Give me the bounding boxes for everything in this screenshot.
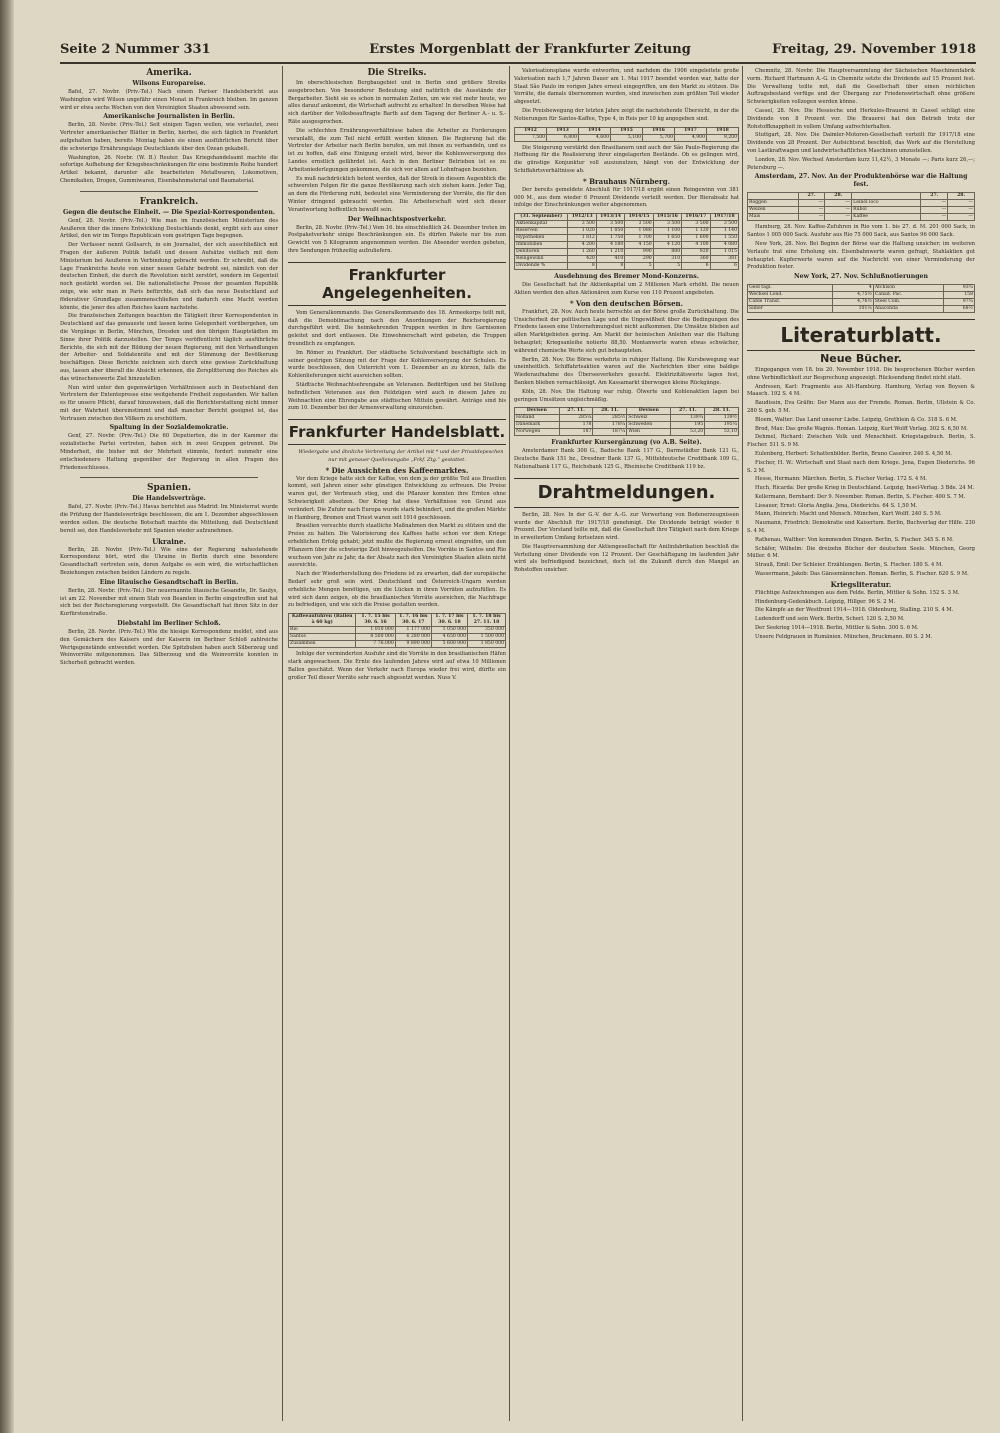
table-row <box>748 292 975 299</box>
article-paragraph: Berlin, 28. Novbr. (Priv.-Tel.) Wie eine der Regierung nahestehende Korrespondenz hört, wird die Ukraine in Berlin durch eine besondere Gesandtschaft vertreten sein, deren Aufgabe es sein wird, die wirtschaftlichen Beziehungen zwischen beiden Ländern zu regeln. <box>60 546 278 577</box>
table-cell: Reingewinn <box>515 256 568 263</box>
table-row <box>515 249 739 256</box>
table-header-cell: 1915 <box>611 127 643 134</box>
list-item: Flüchtige Aufzeichnungen aus dem Felde. Berlin, Mittler & Sohn. 152 S. 3 M. <box>755 589 960 596</box>
table-cell: 6,800 <box>547 134 579 141</box>
table-cell: 7,500 <box>515 134 547 141</box>
article-paragraph: Städtische Weihnachtsehrengabe an Veteranen. Bedürftigen und bei Stellung befindlichen Veteranen aus den Feldzügen wird auch in diesem Jahre zu Weihnachten eine Ehrengabe aus städtischen Mitteln gewährt. Anträge sind bis zum 10. Dezember bei der Armenverwaltung einzureichen. <box>288 381 506 412</box>
table-header-cell: Devisen <box>627 408 671 415</box>
section-banner-handelsblatt: Frankfurter Handelsblatt. <box>288 419 506 445</box>
table-row <box>515 263 739 270</box>
table-header-cell: 1918 <box>707 127 739 134</box>
list-item: Bloem, Walter: Das Land unserer Liebe. Leipzig, Grethlein & Co. 318 S. 6 M. <box>755 416 958 423</box>
table-cell: Santos <box>289 634 356 641</box>
table-cell: Norwegen <box>515 429 560 436</box>
article-paragraph: Infolge der verminderten Ausfuhr sind die Vorräte in den brasilianischen Häfen stark angewachsen. Die Ernte des laufenden Jahres wird auf etwa 10 Millionen Ballen geschätzt. Wenn der Verkehr nach Europa wieder frei wird, dürfte ein großer Teil dieser Vorräte sehr rasch abgesetzt werden. Nuss V. <box>288 651 506 681</box>
table-cell: — <box>798 200 825 207</box>
article-paragraph: Brasilien versuchte durch staatliche Maßnahmen den Markt zu stützen und die Preise zu halten. Die Valorisierung des Kaffees hatte schon vor dem Kriege erheblichen Erfolg gehabt; jetzt mußte die Regierung erneut eingreifen, um den Pflanzern über die schwierige Zeit hinwegzuhelfen. Die Vorräte in Santos und Rio wuchsen von Jahr zu Jahr, da der Absatz nach den Vereinigten Staaten allein nicht ausreichte. <box>288 523 506 569</box>
table-header-cell: 1917/18 <box>710 214 738 221</box>
table-cell: 8 <box>596 263 624 270</box>
list-item: Kellermann, Bernhard: Der 9. November. Roman. Berlin, S. Fischer. 400 S. 7 M. <box>755 493 966 500</box>
table-row <box>515 235 739 242</box>
table-cell: Atchison <box>873 285 943 292</box>
table-cell: Zusammen <box>289 641 356 648</box>
section-heading-spanien: Spanien. <box>147 483 191 494</box>
table-cell: Weizen <box>748 207 799 214</box>
list-item: Rathenau, Walther: Von kommenden Dingen. Berlin, S. Fischer. 345 S. 6 M. <box>755 536 954 543</box>
table-header-cell: 27. 11. <box>671 408 705 415</box>
table-cell: 9,200 <box>707 134 739 141</box>
table-cell: 93¾ <box>944 285 975 292</box>
table-cell: 5,100 <box>611 134 643 141</box>
table-cell: — <box>948 207 975 214</box>
list-item: Brod, Max: Das große Wagnis. Roman. Leipzig, Kurt Wolff Verlag. 302 S. 6,50 M. <box>755 425 968 432</box>
article-paragraph: Amsterdamer Bank 308 G., Badische Bank 117 G., Darmstädter Bank 121 G., Deutsche Bank 151 bz., Dresdner Bank 137 G., Mitteldeutsche Creditbank 109 G., Nationalbank 117 G., Reichsbank 125 G., Rheinische Creditbank 119 bz. <box>514 448 739 470</box>
list-item: Eulenberg, Herbert: Schattenbilder. Berlin, Bruno Cassirer. 240 S. 4,50 M. <box>755 450 953 457</box>
article-paragraph: Berlin, 28. Novbr. (Priv.-Tel.) Wie die hiesige Korrespondenz meldet, sind aus den Gemächern des Kaisers und der Kaiserin im Berliner Schloß zahlreiche Wertgegenstände entwendet worden. Die Spitzbuben haben auch Silberzeug und Weinvorräte mitgenommen. Das Silberzeug und die Weinvorräte konnten in Sicherheit gebracht werden. <box>60 629 278 667</box>
table-cell: — <box>921 200 948 207</box>
devisen-table <box>514 407 739 436</box>
article-heading: Eine litauische Gesandtschaft in Berlin. <box>99 578 239 586</box>
table-cell: 7 76.000 <box>356 641 395 648</box>
table-cell: 53,10 <box>705 429 739 436</box>
table-cell: 3 500 <box>682 221 710 228</box>
table-cell: Rio <box>289 627 356 634</box>
table-cell: 5,700 <box>643 134 675 141</box>
table-cell: 1 015 <box>710 249 738 256</box>
list-item: Hindenburg-Gedenkbuch. Leipzig, Hillger. 96 S. 2 M. <box>755 598 896 605</box>
table-cell: 4 <box>832 285 873 292</box>
table-cell: Wechsel Lond. <box>748 292 833 299</box>
table-row <box>515 256 739 263</box>
table-header-row <box>289 614 506 627</box>
table-header-cell: 1916/17 <box>682 214 710 221</box>
table-cell: 1 600 <box>682 235 710 242</box>
table-cell: 1 210 <box>596 249 624 256</box>
list-item: Unsere Feldgrauen in Rumänien. München, Bruckmann. 80 S. 2 M. <box>755 633 933 640</box>
article-paragraph: Bafel, 27. Novbr. (Priv.-Tel.) Nach einem Pariser Handelsbericht aus Washington wird Wilson ungefähr einen Monat in Frankreich bleiben. Im ganzen wird er etwa sechs Wochen von den Vereinigten Staaten abwesend sein. <box>60 89 278 111</box>
table-cell: — <box>921 214 948 221</box>
table-cell: 158 <box>944 292 975 299</box>
page-header <box>60 40 976 64</box>
table-cell: 920 <box>682 249 710 256</box>
table-cell: — <box>825 214 852 221</box>
table-cell: 3 500 <box>710 221 738 228</box>
table-cell: Silber <box>748 306 833 313</box>
table-cell: 420 <box>568 256 596 263</box>
table-cell: Cable Transf. <box>748 299 833 306</box>
table-header-cell: 1. 7. 18 bis 27. 11. 18 <box>468 614 506 627</box>
table-header-cell: 27. <box>798 193 825 200</box>
table-header-cell: 1. 7. 17 bis 30. 6. 18 <box>431 614 467 627</box>
table-cell: Geld tägl. <box>748 285 833 292</box>
table-cell: 9 890 000 <box>395 641 431 648</box>
article-paragraph: New York, 28. Nov. Bei Beginn der Börse war die Haltung unsicher; im weiteren Verlaufe trat eine Erholung ein. Eisenbahnwerte waren gefragt, Stahlaktien gut behauptet. Kupferwerte waren auf die Nachricht von einer Verminderung der Produktion fester. <box>747 240 975 271</box>
article-paragraph: Berlin, 28. Novbr. (Priv.-Tel.) Seit einigen Tagen weilen, wie verlautet, zwei Vertreter amerikanischer Blätter in Berlin, hierbei, die sich täglich in Frankfurt aufgehalten haben, bereits Montag haben sie einen ausführlichen Bericht über die schwierige Ernährungslage Deutschlands über den Ozean gekabelt. <box>60 122 278 152</box>
table-cell: 1 080 <box>625 228 653 235</box>
list-item: Schäfer, Wilhelm: Die dreizehn Bücher der deutschen Seele. München, Georg Müller. 6 M. <box>747 545 975 560</box>
divider <box>80 477 258 478</box>
article-paragraph: London, 28. Nov. Wechsel Amsterdam kurz 11,42½, 3 Monate —; Paris kurz 26,—; Petersburg —. <box>747 156 975 171</box>
article-paragraph: Vor dem Kriege hatte sich der Kaffee, von dem ja der größte Teil aus Brasilien kommt, seit Jahren einer sehr günstigen Entwicklung zu erfreuen. Die Preise waren gut, der Verbrauch stieg, und die Pflanzer konnten ihre Ernten ohne Schwierigkeit absetzen. Der Krieg hat diese Verhältnisse von Grund aus verändert. Die Zufuhr nach Europa wurde stark behindert, und die großen Märkte in Hamburg, Bremen und Triest waren seit 1914 geschlossen. <box>288 475 506 521</box>
table-header-cell: 1913 <box>547 127 579 134</box>
table-cell: Roggen <box>748 200 799 207</box>
table-cell: 1 177 000 <box>395 627 431 634</box>
section-banner-angelegenheiten: Frankfurter Angelegenheiten. <box>288 262 506 306</box>
new-york-quotes-table <box>747 284 975 313</box>
table-row <box>748 200 975 207</box>
table-header-cell: 1912/13 <box>568 214 596 221</box>
table-row <box>515 221 739 228</box>
article-paragraph: Vom Generalkommando. Das Generalkommando des 18. Armeekorps teilt mit, daß die Demobilmachung nach den Anordnungen der Reichsregierung durchgeführt wird. Die heimkehrenden Truppen werden in ihre Garnisonen geleitet und dort entlassen. Die Einwohnerschaft wird gebeten, die Truppen freundlich zu empfangen. <box>288 309 506 347</box>
table-row <box>289 641 506 648</box>
table-header-cell: 1915/16 <box>653 214 681 221</box>
table-cell: 1 050 000 <box>431 627 467 634</box>
table-cell: Wien <box>627 429 671 436</box>
article-paragraph: Die schlechten Ernährungsverhältnisse haben die Arbeiter zu Forderungen veranlaßt, die zum Teil nicht erfüllt werden können. Die Regierung hat die Vertreter der Arbeiter nach Berlin berufen, um mit ihnen zu verhandeln, und es ist zu hoffen, daß eine Einigung erzielt wird, bevor die Kohlenversorgung des Landes ernstlich gefährdet ist. Auch in den Berliner Betrieben ist es zu Arbeitsniederlegungen gekommen, die sich vor allem auf Lohnfragen beziehen. <box>288 127 506 173</box>
table-cell: 8 500 000 <box>356 634 395 641</box>
article-heading: Spaltung in der Sozialdemokratie. <box>109 424 229 432</box>
table-header-cell: 1917 <box>675 127 707 134</box>
table-cell: 381 <box>710 256 738 263</box>
article-paragraph: Im oberschlesischen Bergbaugebiet und in Berlin sind größere Streiks ausgebrochen. Von besonderer Bedeutung sind natürlich die Ausstände der Bergarbeiter. Sieht sie es schon in normalen Zeiten, um wie viel mehr heute, wo alles darauf ankommt, die Wirtschaft aufrecht zu erhalten! In derselben Weise hat sich darüber der Volksbeauftragte Barth auf dem Tagung der Berliner A.- u. S.-Räte ausgesprochen. <box>288 80 506 125</box>
table-cell: Immobilien <box>515 242 568 249</box>
table-cell: 5 <box>625 263 653 270</box>
article-heading-boersen: * Von den deutschen Börsen. <box>569 298 684 308</box>
table-cell: 6 <box>710 263 738 270</box>
table-row <box>515 422 739 429</box>
list-item: Andresen, Karl: Fragmente aus Alt-Hamburg. Hamburg, Verlag von Boysen & Maasch. 192 S. 4 M. <box>747 383 975 398</box>
table-cell: 1 850 000 <box>468 641 506 648</box>
list-item: Wassermann, Jakob: Das Gänsemännchen. Roman. Berlin, S. Fischer. 620 S. 9 M. <box>755 571 969 578</box>
article-heading: Frankfurter Kursergänzung (vo A.B. Seite). <box>551 439 702 447</box>
table-cell: Reserven <box>515 228 568 235</box>
table-cell: 195 <box>671 422 705 429</box>
article-paragraph: Berlin, 28. Novbr. (Priv.-Tel.) Vom 16. bis einschließlich 24. Dezember treten im Postpaketverkehr einige Beschränkungen ein. Es dürfen Pakete nur bis zum Gewicht von 5 Kilogramm angenommen werden. Die Absender werden gebeten, ihre Sendungen frühzeitig aufzuliefern. <box>288 224 506 254</box>
table-cell: Dänemark <box>515 422 560 429</box>
table-cell: 195¼ <box>705 422 739 429</box>
table-cell: 360 <box>682 256 710 263</box>
table-cell: 1 140 <box>710 228 738 235</box>
section-heading-frankreich: Frankreich. <box>139 196 199 207</box>
table-cell: 310 <box>653 256 681 263</box>
table-cell: Debitoren <box>515 249 568 256</box>
table-header-cell: 1. 7. 16 bis 30. 6. 17 <box>395 614 431 627</box>
table-header-cell: 27. 11. <box>559 408 593 415</box>
coffee-price-table <box>514 127 739 142</box>
article-heading-brauhaus: * Brauhaus Nürnberg. <box>582 176 671 186</box>
table-row <box>289 634 506 641</box>
table-cell: 3 500 <box>568 221 596 228</box>
table-cell: 1 120 <box>682 228 710 235</box>
table-cell: 350 000 <box>468 627 506 634</box>
article-paragraph: Valorisationsplane wurde entworfen, und nachdem die 1906 eingeleitete große Valorisation nach 1,7 Jahren Dauer am 1. Mai 1917 beendet worden war, hatte der Staat São Paulo im vorigen Jahre erneut eingegriffen, um den Markt zu stützen. Die Vorräte, die damals übernommen wurden, sind inzwischen zum größten Teil wieder abgesetzt. <box>514 68 739 106</box>
table-header-cell: 28. 11. <box>593 408 627 415</box>
article-paragraph: Köln, 28. Nov. Die Haltung war ruhig. Ölwerte und Kohlenaktien lagen bei geringen Umsätzen ungleichmäßig. <box>514 388 739 403</box>
table-row <box>515 228 739 235</box>
article-paragraph: Im Römer zu Frankfurt. Der städtische Schulvorstand beschäftigte sich in seiner gestrigen Sitzung mit der Frage der Kohlenversorgung der Schulen. Es wurde beschlossen, den Unterricht vom 1. Dezember an zu kürzen, falls die Kohlenlieferungen nicht ausreichen sollten. <box>288 349 506 380</box>
article-paragraph: Berlin, 28. Nov. In der G.-V. der A.-G. zur Verwertung von Bodenerzeugnissen wurde der Abschluß für 1917/18 genehmigt. Die Dividende beträgt wieder 6 Prozent. Der Vorstand teilte mit, daß die Gesellschaft ihre Tätigkeit nach dem Kriege in erweitertem Umfang fortsetzen wird. <box>514 511 739 542</box>
article-heading-kaffee: * Die Aussichten des Kaffeemarktes. <box>325 465 469 475</box>
table-cell: — <box>825 207 852 214</box>
table-cell: 97¾ <box>944 299 975 306</box>
section-banner-drahtmeldungen: Drahtmeldungen. <box>514 478 739 508</box>
table-row <box>515 134 739 141</box>
table-cell: 990 <box>625 249 653 256</box>
table-cell: 1 050 <box>596 228 624 235</box>
table-cell: 5 600 000 <box>431 641 467 648</box>
table-cell: 4 120 <box>653 242 681 249</box>
table-cell: 1 750 <box>596 235 624 242</box>
article-heading-streiks: Die Streiks. <box>367 68 427 78</box>
table-cell: Kaffee <box>852 214 921 221</box>
column-rule <box>282 66 283 1421</box>
list-item: Dehmel, Richard: Zwischen Volk und Menschheit. Kriegstagebuch. Berlin, S. Fischer. 511 S. 9 M. <box>747 434 975 449</box>
article-paragraph: Die Hauptversammlung der Aktiengesellschaft für Anilinfabrikation beschloß die Verteilung einer Dividende von 12 Prozent. Der Geschäftsgang im laufenden Jahr wird als befriedigend bezeichnet, doch ist die Zukunft durch den Mangel an Rohstoffen unsicher. <box>514 543 739 574</box>
article-heading: Der Weihnachtspostverkehr. <box>347 215 447 223</box>
table-cell: Steel Com. <box>873 299 943 306</box>
list-item: Lissauer, Ernst: Gloria Anglia. Jena, Diederichs. 64 S. 1,50 M. <box>755 502 918 509</box>
table-header-cell: 1914 <box>579 127 611 134</box>
table-cell: 4,900 <box>675 134 707 141</box>
table-row <box>748 299 975 306</box>
table-header-cell: Kaffeeaufuhren (Ballen à 60 kg) <box>289 614 356 627</box>
table-cell: — <box>825 200 852 207</box>
table-cell: Schweden <box>627 422 671 429</box>
divider <box>80 191 258 192</box>
table-cell: 4 100 <box>682 242 710 249</box>
table-cell: 1 550 <box>710 235 738 242</box>
article-paragraph: Cassel, 28. Nov. Die Hessische und Herkules-Brauerei in Cassel schlägt eine Dividende von 8 Prozent vor. Die Brauerei hat den Betrieb trotz der Rohstoffknappheit in vollem Umfang aufrechterhalten. <box>747 107 975 130</box>
reprint-note: Wiedergabe und ähnliche Verbreitung der Artikel mit * und der Privatdepeschen nur mit genauer Quellenangabe „Frkf. Ztg.“ gestattet. <box>298 449 504 463</box>
article-heading: Gegen die deutsche Einheit. — Die Spezial-Korrespondenten. <box>62 208 276 216</box>
table-header-cell: 1. 7. 15 bis 30. 6. 16 <box>356 614 395 627</box>
article-paragraph: Die Gesellschaft hat ihr Aktienkapital um 2 Millionen Mark erhöht. Die neuen Aktien werden den alten Aktionären zum Kurse von 110 Prozent angeboten. <box>514 282 739 296</box>
table-cell: 3 500 <box>596 221 624 228</box>
table-cell: 53,20 <box>671 429 705 436</box>
table-cell: Aktienkapital <box>515 221 568 228</box>
table-cell: 290 <box>625 256 653 263</box>
table-cell: 178 <box>559 422 593 429</box>
table-row <box>515 415 739 422</box>
list-item: Naumann, Friedrich: Demokratie und Kaisertum. Berlin, Buchverlag der Hilfe. 230 S. 4 M. <box>747 520 975 535</box>
list-item: Strauß, Emil: Der Schleier. Erzählungen. Berlin, S. Fischer. 180 S. 4 M. <box>755 562 943 569</box>
table-cell: Hypotheken <box>515 235 568 242</box>
article-paragraph: Der Verfasser nennt Gollsarch, in ein Journalist, der sich ausschließlich mit Fragen der äußeren Politik befaßt und dessen Aufsätze vielfach mit dem Ministerium bei Aeußeren in Verbindung gebracht werden. Er schreibt, daß die Lage Frankreichs heute von einer neuen Gefahr bedroht sei, nämlich von der deutschen Einheit, die durch die Revolution nicht zerstört, sondern im Gegenteil noch gestärkt worden sei. Die nationalistische Presse der gesamten Republik zeige, wie sehr man in Paris befürchte, daß sich das neue Deutschland auf föderativer Grundlage zusammenschließen und dadurch eine Macht werden könnte, die jener des alten Reiches kaum nachstehe. <box>60 242 278 311</box>
article-heading: Amsterdam, 27. Nov. An der Produktenbörse war die Haltung fest. <box>754 173 968 189</box>
article-paragraph: Es muß nachdrücklich betont werden, daß der Streik in diesem Augenblick die schwersten Folgen für die ganze Bevölkerung nach sich ziehen kann. Jeder Tag, an dem die Förderung ruht, bedeutet eine Verminderung der Vorräte, die für den Winter dringend gebraucht werden. Die Arbeiterschaft wird sich dieser Verantwortung hoffentlich bewußt sein. <box>288 175 506 213</box>
table-cell: 1 650 <box>653 235 681 242</box>
list-item: Hesse, Hermann: Märchen. Berlin, S. Fischer Verlag. 172 S. 4 M. <box>755 476 927 483</box>
article-paragraph: Genf, 27. Novbr. (Priv.-Tel.) Die 60 Deputierten, die in der Kammer die sozialistische Partei vertreten, haben sich in zwei Gruppen getrennt. Die Minderheit, die bisher mit der Mehrheit stimmte, fordert nunmehr eine entschiedenere Haltung gegenüber der Regierung in allen Fragen des Friedensschlusses. <box>60 433 278 471</box>
table-cell: 8 <box>568 263 596 270</box>
column-4 <box>747 68 975 1421</box>
table-row <box>748 214 975 221</box>
article-paragraph: Genf, 28. Novbr. (Priv.-Tel.) Wie man im französischen Ministerium des Aeußeren über die innere Entwicklung Deutschlands denkt, ergibt sich aus einer Artikel, den wir im Temps Republicain vom gestrigen Tage begegnen. <box>60 217 278 240</box>
table-cell: Dividende % <box>515 263 568 270</box>
table-header-cell: 28. <box>825 193 852 200</box>
table-cell: 1 020 <box>568 228 596 235</box>
table-cell: 139¾ <box>671 415 705 422</box>
article-paragraph: Die französischen Zeitungen beachten die Tätigkeit ihrer Korrespondenten in Deutschland auf das genaueste und lassen keine Gelegenheit vorübergehen, um die Vorgänge in Berlin, München, Dresden und den übrigen Hauptstädten im Sinne ihrer Politik darzustellen. Der Temps veröffentlicht täglich ausführliche Berichte, die sich mit der Bildung der neuen Regierung, mit den Verhandlungen der Arbeiter- und Soldatenräte und mit der Stimmung der Bevölkerung beschäftigen. Diese Berichte zeichnen sich durch eine gewisse Zurückhaltung aus, lassen aber überall die Absicht erkennen, die Zersplitterung des Reiches als das wünschenswerte Ziel hinzustellen. <box>60 313 278 382</box>
table-cell: 4 650 000 <box>431 634 467 641</box>
list-item: Ludendorff und sein Werk. Berlin, Scherl. 120 S. 2,50 M. <box>755 616 905 623</box>
table-cell: 285½ <box>593 415 627 422</box>
table-header-row <box>515 408 739 415</box>
table-cell: Canad. Pac. <box>873 292 943 299</box>
table-cell: — <box>948 214 975 221</box>
table-cell: 4 180 <box>596 242 624 249</box>
table-header-cell: 1914/15 <box>625 214 653 221</box>
table-header-cell <box>852 193 921 200</box>
column-3 <box>514 68 739 1421</box>
article-paragraph: Stuttgart, 28. Nov. Die Daimler-Motoren-Gesellschaft verteilt für 1917/18 eine Dividende von 28 Prozent. Der Aufsichtsrat beschloß, das Werk auf die Herstellung von Lastkraftwagen und landwirtschaftlichen Maschinen umzustellen. <box>747 132 975 154</box>
article-paragraph: Der bereits gemeldete Abschluß für 1917/18 ergibt einen Reingewinn von 381 000 M., aus dem wieder 6 Prozent Dividende verteilt werden. Der Bierabsatz hat infolge der Einschränkungen weiter abgenommen. <box>514 186 739 209</box>
section-banner-literaturblatt: Literaturblatt. <box>747 319 975 351</box>
table-cell: 139½ <box>705 415 739 422</box>
table-row <box>748 207 975 214</box>
table-cell: 6 280 000 <box>395 634 431 641</box>
table-cell: 187¼ <box>593 429 627 436</box>
table-cell: 1 100 <box>653 228 681 235</box>
table-cell: 410 <box>596 256 624 263</box>
table-header-cell: 27. <box>921 193 948 200</box>
table-cell: 4 150 <box>625 242 653 249</box>
article-paragraph: Chemnitz, 28. Novbr. Die Hauptversammlung der Sächsischen Maschinenfabrik vorm. Richard Hartmann A.-G. in Chemnitz setzte die Dividende auf 15 Prozent fest. Die Verwaltung teilte mit, daß die Gesellschaft über einen reichlichen Auftragsbestand verfüge und der Übergang zur Friedenswirtschaft ohne größere Schwierigkeiten vollzogen werden könne. <box>747 68 975 106</box>
article-paragraph: Berlin, 28. Novbr. (Priv.-Tel.) Der neuernannte litauische Gesandte, Dr. Saulys, ist am 22. November mit einem Stab von Beamten in Berlin eingetroffen und hat sich bei der Reichsregierung vorgestellt. Die Gesandtschaft hat ihren Sitz in der Kurfürstenstraße. <box>60 587 278 618</box>
table-cell: Schweiz <box>627 415 671 422</box>
table-cell: Leinöl loco <box>852 200 921 207</box>
table-cell: 3 500 <box>653 221 681 228</box>
section-heading-amerika: Amerika. <box>146 68 192 78</box>
list-item: Die Kämpfe an der Westfront 1914—1918. Oldenburg, Stalling. 210 S. 4 M. <box>755 607 954 614</box>
table-header-cell: 28. <box>948 193 975 200</box>
table-cell: 68½ <box>944 306 975 313</box>
list-item: Der Seekrieg 1914—1918. Berlin, Mittler & Sohn. 300 S. 6 M. <box>755 625 919 632</box>
table-header-row <box>515 127 739 134</box>
article-paragraph: Nach der Wiederherstellung des Friedens ist zu erwarten, daß der europäische Bedarf sehr groß sein wird. Deutschland und Österreich-Ungarn werden erhebliche Mengen benötigen, um die Lücken in ihren Vorräten aufzufüllen. Es wird sich dann zeigen, ob die brasilianischen Vorräte ausreichen, die Nachfrage zu befriedigen, und wie sich die Preise gestalten werden. <box>288 571 506 609</box>
table-cell: 4,600 <box>579 134 611 141</box>
header-page-number: Seite 2 Nummer 331 <box>60 42 211 57</box>
article-heading: Diebstahl im Berliner Schloß. <box>117 620 221 628</box>
page-binding-edge <box>0 0 14 1433</box>
table-cell: 5 <box>653 263 681 270</box>
amsterdam-market-table <box>747 192 975 221</box>
table-cell: 187 <box>559 429 593 436</box>
table-row <box>515 429 739 436</box>
table-cell: Anaconda <box>873 306 943 313</box>
table-header-cell: Devisen <box>515 408 560 415</box>
article-paragraph: Die Steigerung verstärkt den Brasilianern und auch der São Paulo-Regierung die Hoffnung für die Realisierung ihrer eingelagerten Bestände. Ob es gelingen wird, die günstige Konjunktur voll auszunutzen, hängt von der Entwicklung der Schiffahrtsverhältnisse ab. <box>514 144 739 174</box>
article-paragraph: Nun wird unter den gegenwärtigen Verhältnissen auch in Deutschland den Vertretern der Ententepresse eine weitgehende Freiheit zugestanden. Wir halten es für unsere Pflicht, darauf hinzuweisen, daß die Berichterstattung nicht immer mit der Wahrheit übereinstimmt und daß mancher Bericht geeignet ist, das Vertrauen zwischen den Völkern zu erschüttern. <box>60 384 278 422</box>
table-header-row <box>515 214 739 221</box>
table-cell: Rüböl <box>852 207 921 214</box>
table-cell: 4 080 <box>710 242 738 249</box>
article-paragraph: Berlin, 28. Nov. Die Börse verkehrte in ruhiger Haltung. Die Kursbewegung war uneinheitlich. Schiffahrtsaktien waren auf die Nachrichten über eine baldige Wiederaufnahme des Überseeverkehrs gesucht. Elektrizitätswerte lagen fest, Banken blieben vernachlässigt. Am Kassamarkt überwogen kleine Rückgänge. <box>514 356 739 386</box>
list-item: Mann, Heinrich: Macht und Mensch. München, Kurt Wolff. 240 S. 5 M. <box>755 511 942 518</box>
table-cell: Mais <box>748 214 799 221</box>
table-cell: — <box>798 207 825 214</box>
table-cell: 1 010 000 <box>356 627 395 634</box>
table-cell: Holland <box>515 415 560 422</box>
table-cell: 178¼ <box>593 422 627 429</box>
section-heading-ukraine: Ukraine. <box>152 536 186 546</box>
column-rule <box>509 66 510 1421</box>
table-cell: 6 <box>682 263 710 270</box>
table-cell: 1 500 000 <box>468 634 506 641</box>
subsection-heading-neue-buecher: Neue Bücher. <box>820 352 902 366</box>
article-heading: Die Handelsverträge. <box>132 495 206 503</box>
table-header-row <box>748 193 975 200</box>
subsection-heading-kriegsliteratur: Kriegsliteratur. <box>830 579 892 589</box>
article-heading: Ausdehnung des Bremer Mond-Konzerns. <box>554 273 699 281</box>
article-paragraph: Hamburg, 28. Nov. Kaffee-Zufuhren in Rio vom 1. bis 27. d. M. 201 000 Sack, in Santos 1 005 000 Sack. Ausfuhr aus Rio 75 000 Sack, aus Santos 96 000 Sack. <box>747 224 975 239</box>
article-heading: New York, 27. Nov. Schlußnotierungen <box>794 273 928 281</box>
table-cell: 101⅛ <box>832 306 873 313</box>
table-header-cell: 28. 11. <box>705 408 739 415</box>
table-row <box>748 285 975 292</box>
table-cell: — <box>948 200 975 207</box>
table-cell: 880 <box>653 249 681 256</box>
table-row <box>515 242 739 249</box>
table-cell: 4,75½ <box>832 292 873 299</box>
table-cell: 285¼ <box>559 415 593 422</box>
table-cell: — <box>798 214 825 221</box>
table-cell: — <box>921 207 948 214</box>
table-header-cell: 1916 <box>643 127 675 134</box>
table-cell: 4,76½ <box>832 299 873 306</box>
table-cell: 1 812 <box>568 235 596 242</box>
article-heading: Amerikanische Journalisten in Berlin. <box>103 113 235 121</box>
table-header-cell <box>748 193 799 200</box>
brauhaus-balance-table <box>514 213 739 270</box>
table-header-cell: 1913/14 <box>596 214 624 221</box>
article-paragraph: Eingegangen vom 18. bis 20. November 1918. Die besprochenen Bücher werden ohne Verbindlichkeit zur Besprechung angezeigt. Rücksendung findet nicht statt. <box>747 366 975 381</box>
article-paragraph: Die Preisbewegung der letzten Jahre zeigt die nachstehende Übersicht, in der die Notierungen für Santos-Kaffee, Type 4, in Reis per 10 kg angegeben sind. <box>514 107 739 122</box>
column-rule <box>742 66 743 1421</box>
table-header-cell: (31. September) <box>515 214 568 221</box>
column-2 <box>288 68 506 1421</box>
list-item: Fischer, H. W.: Wirtschaft und Staat nach dem Kriege. Jena, Eugen Diederichs. 96 S. 2 M. <box>747 459 975 474</box>
list-item: Baudissin, Eva Gräfin: Der Mann aus der Fremde. Roman. Berlin, Ullstein & Co. 280 S. geb. 5 M. <box>747 400 975 414</box>
coffee-export-table <box>288 613 506 648</box>
table-header-cell: 1912 <box>515 127 547 134</box>
header-date: Freitag, 29. November 1918 <box>772 42 976 57</box>
article-paragraph: Frankfurt, 28. Nov. Auch heute herrschte an der Börse große Zurückhaltung. Die Unsicherheit der politischen Lage und die Ungewißheit über die Bedingungen des Friedens lassen eine Unternehmungslust nicht aufkommen. Die Umsätze blieben auf allen Marktgebieten gering. Am Markt der heimischen Anleihen war die Haltung behauptet; Kriegsanleihe notierte 88,50. Montanwerte waren etwas schwächer, während chemische Werte sich gut behaupteten. <box>514 308 739 354</box>
table-cell: 4 200 <box>568 242 596 249</box>
article-heading: Wilsons Europareise. <box>132 80 206 87</box>
article-paragraph: Bafel, 27. Novbr. (Priv.-Tel.) Havas berichtet aus Madrid: Im Ministerrat wurde die Prüfung der Handelsverträge beschlossen, die am 1. Dezember abgeschlossen werden sollen. Die deutsche Botschaft machte die Mitteilung, daß Deutschland bereit sei, den Handelsverkehr mit Spanien wieder aufzunehmen. <box>60 504 278 534</box>
table-cell: 1 260 <box>568 249 596 256</box>
header-masthead: Erstes Morgenblatt der Frankfurter Zeitung <box>369 42 691 57</box>
column-1 <box>60 68 278 1421</box>
article-paragraph: Washington, 26. Novbr. (W. B.) Reuter. Das Kriegshandelsamt machte die sofortige Aufhebung der Kriegsbeschränkungen für eine bestimmte Reihe hundert Artikel bekannt, darunter alle bearbeiteten Metallwaren, Lokomotiven, Chemikalien, Drogen, Gummiwaren, Eisenbahnmaterial und Baumaterial. <box>60 154 278 184</box>
table-cell: 1 700 <box>625 235 653 242</box>
table-row <box>289 627 506 634</box>
list-item: Huch, Ricarda: Der große Krieg in Deutschland. Leipzig, Insel-Verlag. 3 Bde. 24 M. <box>755 485 975 492</box>
table-cell: 3 500 <box>625 221 653 228</box>
table-row <box>748 306 975 313</box>
